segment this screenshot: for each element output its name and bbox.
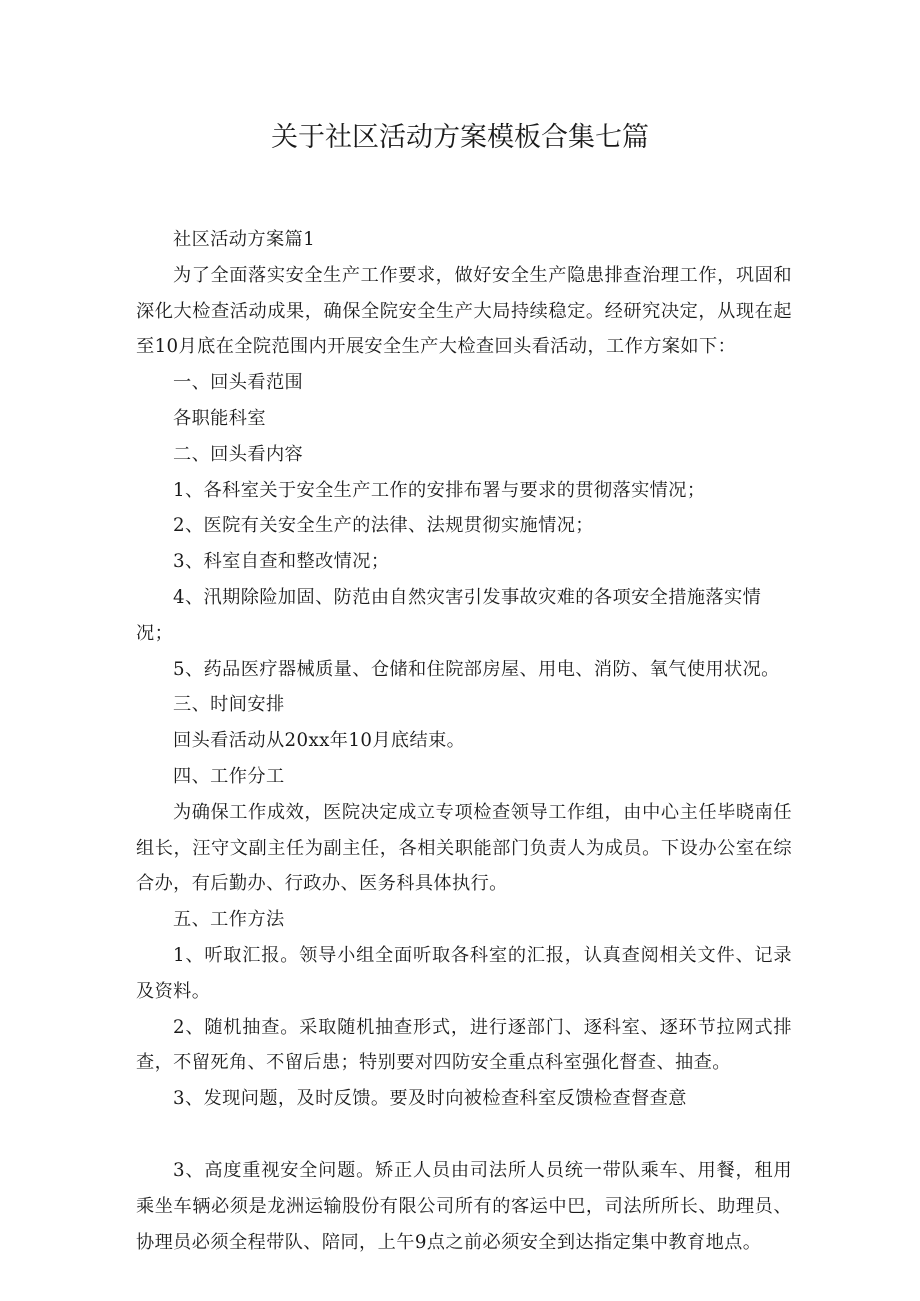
list-item: 3、发现问题，及时反馈。要及时向被检查科室反馈检查督查意 (173, 1088, 687, 1110)
paragraph: 各职能科室 (173, 407, 266, 429)
list-item: 1、各科室关于安全生产工作的安排布署与要求的贯彻落实情况； (173, 479, 706, 501)
paragraph: 为了全面落实安全生产工作要求，做好安全生产隐患排查治理工作，巩固和深化大检查活动成果，确保全院安全生产大局持续稳定。经研究决定，从现在起至10月底在全院范围内开展安全生产大检查回头看活动，工作方案如下： (136, 264, 792, 358)
section-heading: 社区活动方案篇1 (173, 229, 316, 250)
document-title: 关于社区活动方案模板合集七篇 (271, 122, 649, 153)
paragraph: 回头看活动从20xx年10月底结束。 (173, 730, 466, 752)
section-heading: 三、时间安排 (173, 694, 285, 716)
section-heading: 二、回头看内容 (173, 443, 304, 465)
document-body (136, 222, 792, 1260)
list-item: 3、科室自查和整改情况； (173, 551, 390, 573)
list-item: 2、医院有关安全生产的法律、法规贯彻实施情况； (173, 515, 594, 537)
list-item: 2、随机抽查。采取随机抽查形式，进行逐部门、逐科室、逐环节拉网式排查，不留死角、不留后患；特别要对四防安全重点科室强化督查、抽查。 (136, 1016, 792, 1074)
paragraph: 为确保工作成效，医院决定成立专项检查领导工作组，由中心主任毕晓南任组长，汪守文副主任为副主任，各相关职能部门负责人为成员。下设办公室在综合办，有后勤办、行政办、医务科具体执行。 (136, 801, 792, 895)
list-item: 5、药品医疗器械质量、仓储和住院部房屋、用电、消防、氧气使用状况。 (173, 658, 780, 680)
list-item: 4、汛期除险加固、防范由自然灾害引发事故灾难的各项安全措施落实情况； (136, 586, 762, 644)
section-heading: 五、工作方法 (173, 909, 285, 931)
paragraph: 3、高度重视安全问题。矫正人员由司法所人员统一带队乘车、用餐，租用乘坐车辆必须是龙洲运输股份有限公司所有的客运中巴，司法所所长、助理员、协理员必须全程带队、陪同，上午9点之前必须安全到达指定集中教育地点。 (136, 1159, 792, 1253)
section-heading: 一、回头看范围 (173, 372, 304, 394)
list-item: 1、听取汇报。领导小组全面听取各科室的汇报，认真查阅相关文件、记录及资料。 (136, 944, 792, 1002)
section-heading: 四、工作分工 (173, 765, 285, 787)
paragraph-gap (136, 1117, 792, 1153)
